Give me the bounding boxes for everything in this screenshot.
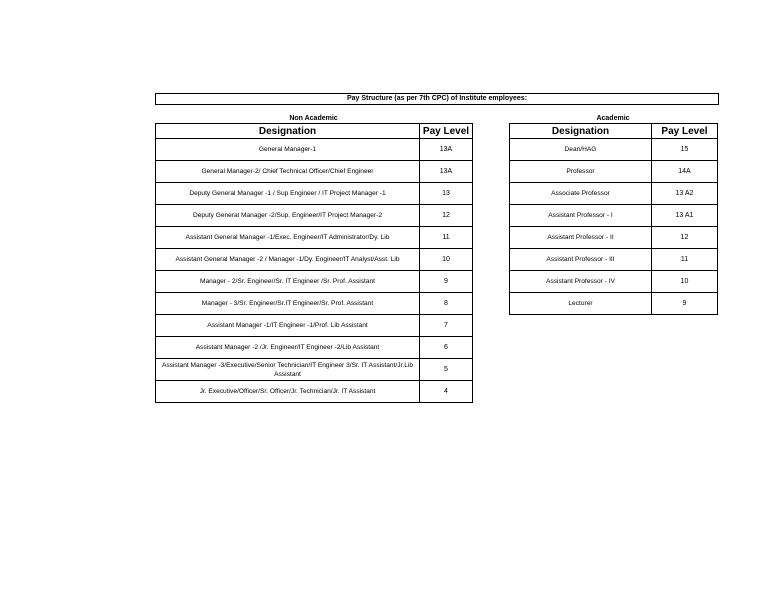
pay-level-cell: 7 [420,315,473,337]
designation-cell: Jr. Executive/Officer/Sr. Officer/Jr. Technician/Jr. IT Assistant [156,381,420,403]
pay-level-header: Pay Level [420,124,473,139]
designation-cell: Assistant Manager -3/Executive/Senior Technician/IT Engineer 3/Sr. IT Assistant/Jr.Lib Assistant [156,359,420,381]
table-row [510,227,718,249]
pay-level-cell: 13 A2 [652,183,718,205]
pay-level-cell: 10 [420,249,473,271]
pay-level-cell: 11 [420,227,473,249]
designation-cell: General Manager-2/ Chief Technical Officer/Chief Engineer [156,161,420,183]
designation-cell: Assistant Professor - IV [510,271,652,293]
designation-header: Designation [156,124,420,139]
pay-level-cell: 8 [420,293,473,315]
designation-cell: Assistant Professor - III [510,249,652,271]
designation-cell: Lecturer [510,293,652,315]
designation-cell: Manager - 3/Sr. Engineer/Sr.IT Engineer/Sr. Prof. Assistant [156,293,420,315]
table-row [156,205,473,227]
designation-cell: Manager - 2/Sr. Engineer/Sr. IT Engineer /Sr. Prof. Assistant [156,271,420,293]
pay-level-cell: 13 [420,183,473,205]
pay-level-cell: 12 [420,205,473,227]
designation-cell: Dean/HAG [510,139,652,161]
table-row [510,139,718,161]
pay-level-cell: 4 [420,381,473,403]
table-row [156,183,473,205]
designation-cell: Assistant Professor - II [510,227,652,249]
designation-cell: Assistant Manager -2 /Jr. Engineer/IT Engineer -2/Lib Assistant [156,337,420,359]
designation-cell: Professor [510,161,652,183]
pay-level-header: Pay Level [652,124,718,139]
non-academic-table [155,123,473,403]
table-row [510,249,718,271]
pay-level-cell: 13 A1 [652,205,718,227]
table-row [156,271,473,293]
pay-level-cell: 15 [652,139,718,161]
pay-level-cell: 10 [652,271,718,293]
table-row [510,161,718,183]
pay-level-cell: 13A [420,161,473,183]
pay-level-cell: 11 [652,249,718,271]
table-row [156,315,473,337]
table-row [156,139,473,161]
pay-level-cell: 12 [652,227,718,249]
table-row [156,227,473,249]
table-row [156,337,473,359]
pay-level-cell: 14A [652,161,718,183]
designation-cell: Deputy General Manager -1 / Sup Engineer / IT Project Manager -1 [156,183,420,205]
designation-header: Designation [510,124,652,139]
non-academic-caption: Non Academic [289,115,338,122]
table-row [510,183,718,205]
designation-cell: Assistant General Manager -1/Exec. Engineer/IT Administrator/Dy. Lib [156,227,420,249]
designation-cell: General Manager-1 [156,139,420,161]
table-row [156,359,473,381]
table-row [510,205,718,227]
designation-cell: Associate Professor [510,183,652,205]
table-row [510,293,718,315]
designation-cell: Assistant Manager -1/IT Engineer -1/Prof. Lib Assistant [156,315,420,337]
designation-cell: Assistant Professor - I [510,205,652,227]
pay-level-cell: 5 [420,359,473,381]
table-row [156,161,473,183]
pay-level-cell: 9 [420,271,473,293]
pay-level-cell: 13A [420,139,473,161]
academic-table [509,123,718,315]
designation-cell: Assistant General Manager -2 / Manager -1/Dy. Engineer/IT Analyst/Asst. Lib [156,249,420,271]
table-row [156,249,473,271]
table-row [156,381,473,403]
designation-cell: Deputy General Manager -2/Sup. Engineer/IT Project Manager-2 [156,205,420,227]
table-row [156,293,473,315]
page-title: Pay Structure (as per 7th CPC) of Institute employees: [155,93,719,105]
pay-level-cell: 9 [652,293,718,315]
table-row [510,271,718,293]
pay-level-cell: 6 [420,337,473,359]
academic-caption: Academic [596,115,630,122]
